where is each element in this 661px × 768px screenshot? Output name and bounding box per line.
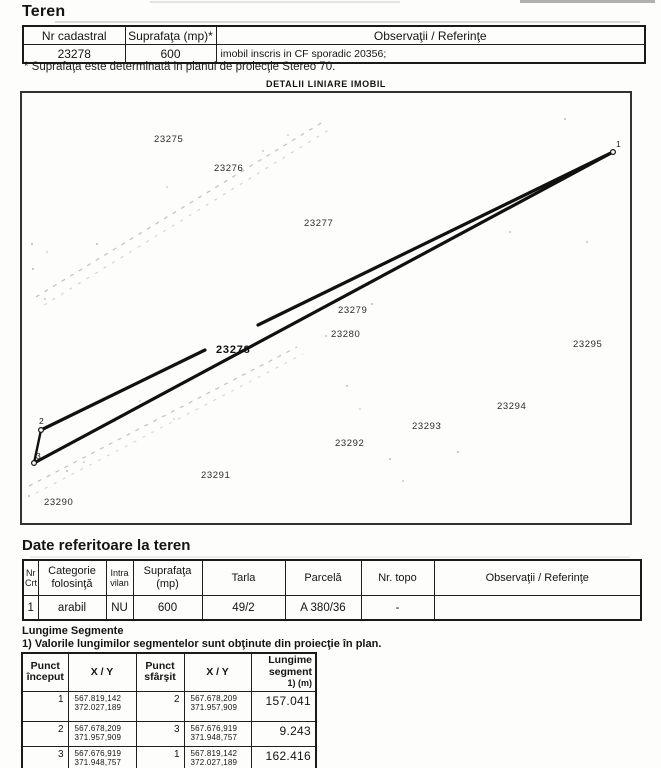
col-tarla: Tarla <box>202 560 285 596</box>
x-value: 567.678,209 <box>74 723 122 733</box>
dashed-boundary-line <box>44 128 332 305</box>
dashed-boundary-line <box>36 354 303 493</box>
y-value: 371.948,757 <box>74 758 122 767</box>
x-value: 567.819,142 <box>190 748 238 758</box>
vertex-label: 3 <box>36 451 41 461</box>
col-nr-topo: Nr. topo <box>361 560 434 596</box>
parcel-label: 23277 <box>304 218 334 229</box>
observatii-value: imobil inscris in CF sporadic 20356; <box>216 45 645 64</box>
parcel-boundary-line-2-1 <box>258 152 613 325</box>
y-value: 371.957,909 <box>74 733 122 742</box>
col-nr-crt: Nr Crt <box>23 560 38 596</box>
segment-row <box>22 691 316 721</box>
y-value: 371.957,909 <box>190 703 238 712</box>
observatii-value-empty <box>434 596 641 621</box>
segment-length: 157.041 <box>251 691 316 721</box>
parcel-label: 23294 <box>497 401 527 412</box>
map-title: DETALII LINIARE IMOBIL <box>265 79 387 89</box>
teren-heading: Teren <box>22 3 66 20</box>
start-xy <box>68 746 136 768</box>
vertex-marker-2 <box>39 428 44 433</box>
segment-length: 162.416 <box>251 746 316 768</box>
segmente-note: 1) Valorile lungimilor segmentelor sunt obţinute din proiecţie în plan. <box>22 638 382 650</box>
y-value: 372.027,189 <box>190 758 238 767</box>
end-point: 3 <box>136 721 184 746</box>
parcel-map-svg <box>20 91 632 525</box>
scan-artifact <box>55 21 640 23</box>
start-point: 3 <box>22 746 68 768</box>
col-parcela: Parcelă <box>285 560 361 596</box>
scan-artifact <box>30 556 630 558</box>
segmente-header-row <box>22 653 316 691</box>
start-xy <box>68 721 136 746</box>
parcel-label-subject: 23278 <box>216 344 251 356</box>
parcel-label: 23290 <box>44 497 74 508</box>
vertex-marker-1 <box>611 150 616 155</box>
x-value: 567.676,919 <box>190 723 238 733</box>
intravilan-value: NU <box>106 596 133 621</box>
teren-table <box>22 25 646 64</box>
nr-cadastral-value: 23278 <box>23 45 125 64</box>
x-value: 567.676,919 <box>74 748 122 758</box>
parcel-label: 23276 <box>214 163 244 174</box>
date-teren-table <box>22 559 642 621</box>
segment-row <box>22 721 316 746</box>
start-point: 1 <box>22 691 68 721</box>
segment-row <box>22 746 316 768</box>
col-suprafata-mp: Suprafaţa (mp) <box>133 560 202 596</box>
col-categorie-folosinta: Categorie folosinţă <box>38 560 106 596</box>
col-punct-sfarsit: Punct sfârşit <box>136 653 184 691</box>
end-point: 1 <box>136 746 184 768</box>
lungime-label: Lungime segment <box>268 654 312 678</box>
date-teren-heading: Date referitoare la teren <box>22 537 191 554</box>
end-xy <box>184 691 251 721</box>
x-value: 567.678,209 <box>190 693 238 703</box>
col-xy-start: X / Y <box>68 653 136 691</box>
col-observatii: Observaţii / Referinţe <box>216 26 645 45</box>
end-xy <box>184 721 251 746</box>
parcel-label: 23295 <box>573 339 603 350</box>
dashed-boundary-line <box>36 120 326 297</box>
parcel-label: 23291 <box>201 470 231 481</box>
tarla-value: 49/2 <box>202 596 285 621</box>
start-xy <box>68 691 136 721</box>
end-point: 2 <box>136 691 184 721</box>
col-observatii-referinte: Observaţii / Referinţe <box>434 560 641 596</box>
categorie-value: arabil <box>38 596 106 621</box>
parcel-label: 23280 <box>331 329 361 340</box>
segmente-table <box>21 652 317 768</box>
lungime-unit: 1) (m) <box>287 678 312 688</box>
date-teren-data-row <box>23 596 641 621</box>
parcel-label: 23279 <box>338 305 368 316</box>
parcela-value: A 380/36 <box>285 596 361 621</box>
y-value: 372.027,189 <box>74 703 122 712</box>
parcel-boundary-line-3-1 <box>34 152 613 463</box>
vertex-label: 2 <box>39 416 44 426</box>
nr-topo-value: - <box>361 596 434 621</box>
parcel-label: 23275 <box>154 134 184 145</box>
col-xy-end: X / Y <box>184 653 251 691</box>
col-lungime-segment <box>251 653 316 691</box>
suprafata-footnote: * Suprafaţa este determinată in planul de proiecţie Stereo 70. <box>24 61 336 73</box>
vertex-marker-3 <box>32 461 37 466</box>
suprafata-mp-value: 600 <box>133 596 202 621</box>
segmente-heading: Lungime Segmente <box>22 625 124 637</box>
date-teren-header-row <box>23 560 641 596</box>
map-border <box>21 92 631 524</box>
y-value: 371.948,757 <box>190 733 238 742</box>
parcel-label: 23292 <box>335 438 365 449</box>
x-value: 567.819,142 <box>74 693 122 703</box>
col-suprafata: Suprafaţa (mp)* <box>125 26 216 45</box>
parcel-map <box>20 91 632 525</box>
vertex-label: 1 <box>616 139 621 149</box>
end-xy <box>184 746 251 768</box>
nr-crt-value: 1 <box>23 596 38 621</box>
start-point: 2 <box>22 721 68 746</box>
scan-artifact <box>150 1 400 3</box>
col-nr-cadastral: Nr cadastral <box>23 26 125 45</box>
col-intravilan: Intra vilan <box>106 560 133 596</box>
col-punct-inceput: Punct început <box>22 653 68 691</box>
teren-table-header-row <box>23 26 645 45</box>
parcel-label: 23293 <box>412 421 442 432</box>
scan-artifact <box>520 0 655 3</box>
segment-length: 9.243 <box>251 721 316 746</box>
suprafata-value: 600 <box>125 45 216 64</box>
